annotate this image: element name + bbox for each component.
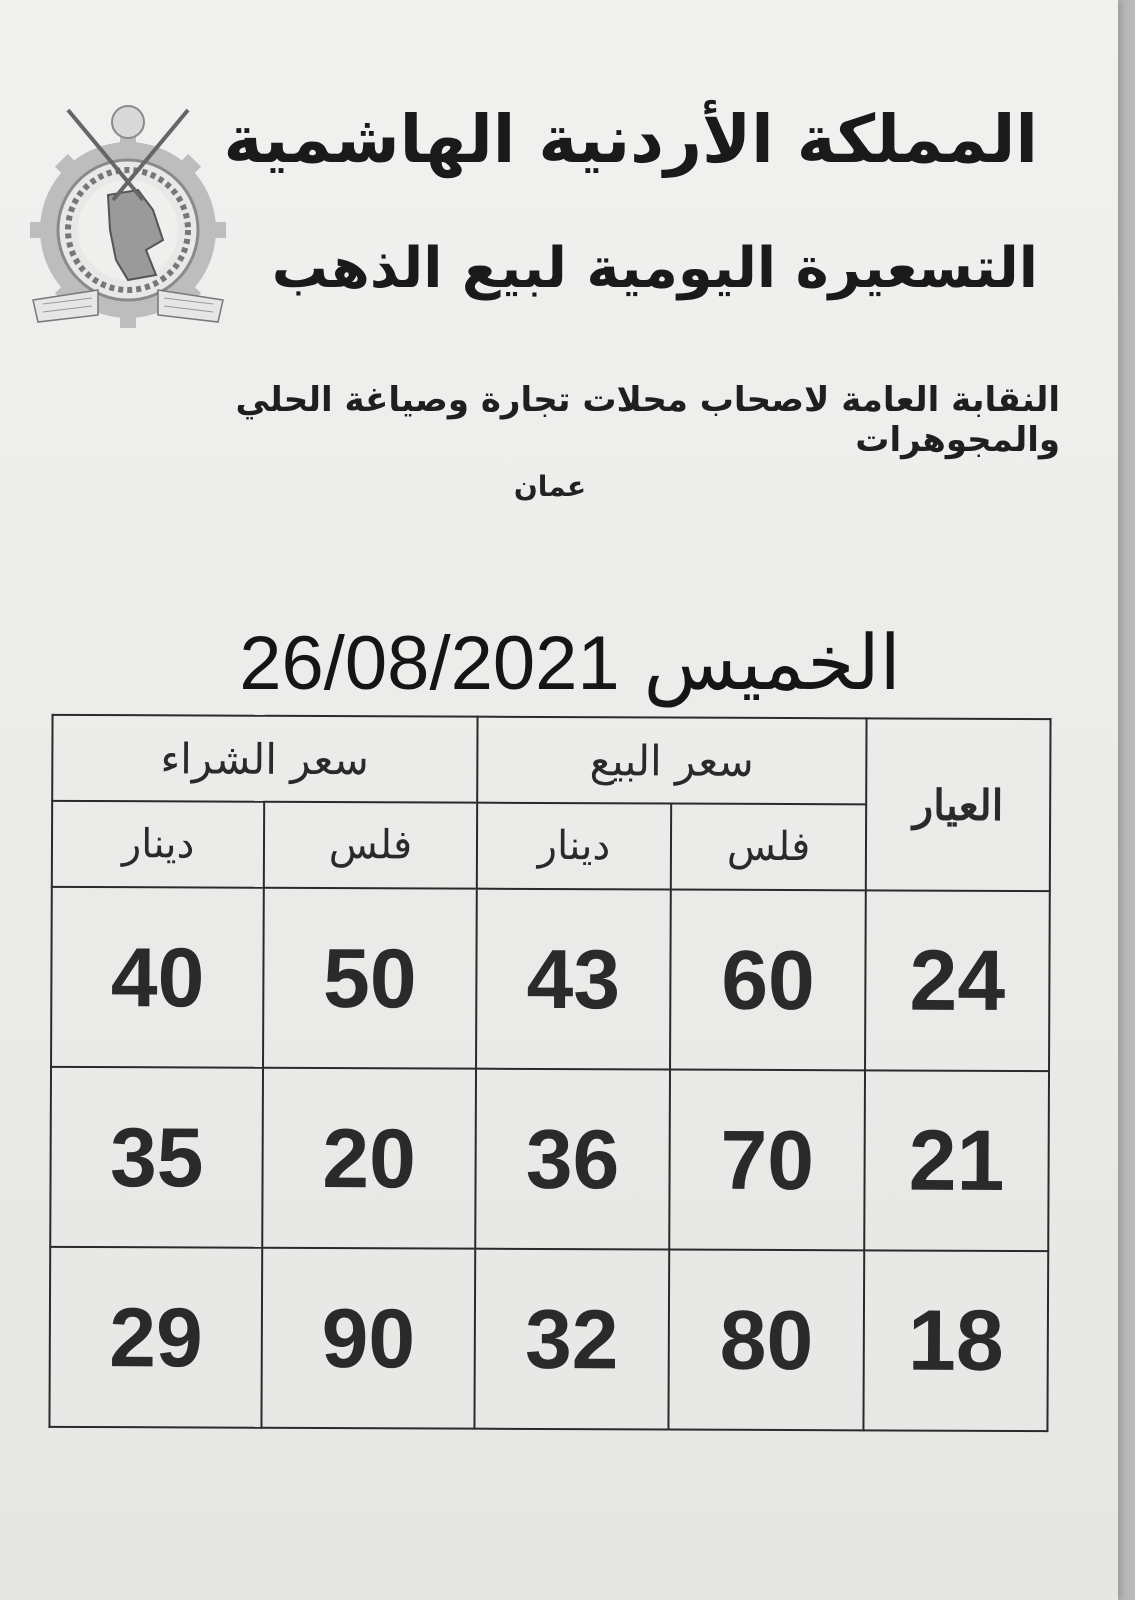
buy-dinar-cell: 35: [50, 1067, 263, 1248]
karat-cell: 24: [865, 890, 1050, 1071]
buy-fils-header: فلس: [264, 802, 477, 889]
sell-dinar-header: دينار: [476, 803, 671, 890]
kingdom-title: المملكة الأردنية الهاشمية: [223, 101, 1038, 178]
sell-dinar-cell: 32: [474, 1249, 669, 1430]
karat-cell: 18: [863, 1250, 1048, 1431]
table-row: [51, 887, 1050, 1071]
table-row: [49, 1247, 1048, 1431]
city-name: عمان: [513, 470, 587, 503]
buy-price-header: سعر الشراء: [52, 715, 477, 803]
daily-pricing-title: التسعيرة اليومية لبيع الذهب: [271, 236, 1038, 301]
sell-fils-cell: 70: [670, 1070, 865, 1251]
buy-fils-cell: 20: [263, 1068, 476, 1249]
sell-dinar-cell: 43: [476, 889, 671, 1070]
sell-dinar-cell: 36: [475, 1069, 670, 1250]
buy-dinar-header: دينار: [52, 801, 265, 888]
day-name: الخميس: [643, 621, 901, 706]
buy-fils-cell: 50: [263, 888, 476, 1069]
buy-fils-cell: 90: [262, 1248, 475, 1429]
karat-cell: 21: [864, 1070, 1049, 1251]
karat-header: العيار: [866, 718, 1051, 891]
sell-fils-header: فلس: [671, 804, 866, 891]
date-line: [170, 618, 970, 707]
sell-fils-cell: 80: [669, 1250, 864, 1431]
buy-dinar-cell: 29: [49, 1247, 262, 1428]
syndicate-emblem-icon: [28, 100, 228, 340]
sell-price-header: سعر البيع: [477, 717, 867, 805]
buy-dinar-cell: 40: [51, 887, 264, 1068]
sell-fils-cell: 60: [670, 890, 865, 1071]
gold-price-table: [48, 714, 1051, 1432]
date-value: 26/08/2021: [239, 621, 620, 706]
table-header-row: [52, 715, 1050, 805]
syndicate-name: النقابة العامة لاصحاب محلات تجارة وصياغة الحلي والمجوهرات: [235, 380, 1060, 460]
table-row: [50, 1067, 1049, 1251]
